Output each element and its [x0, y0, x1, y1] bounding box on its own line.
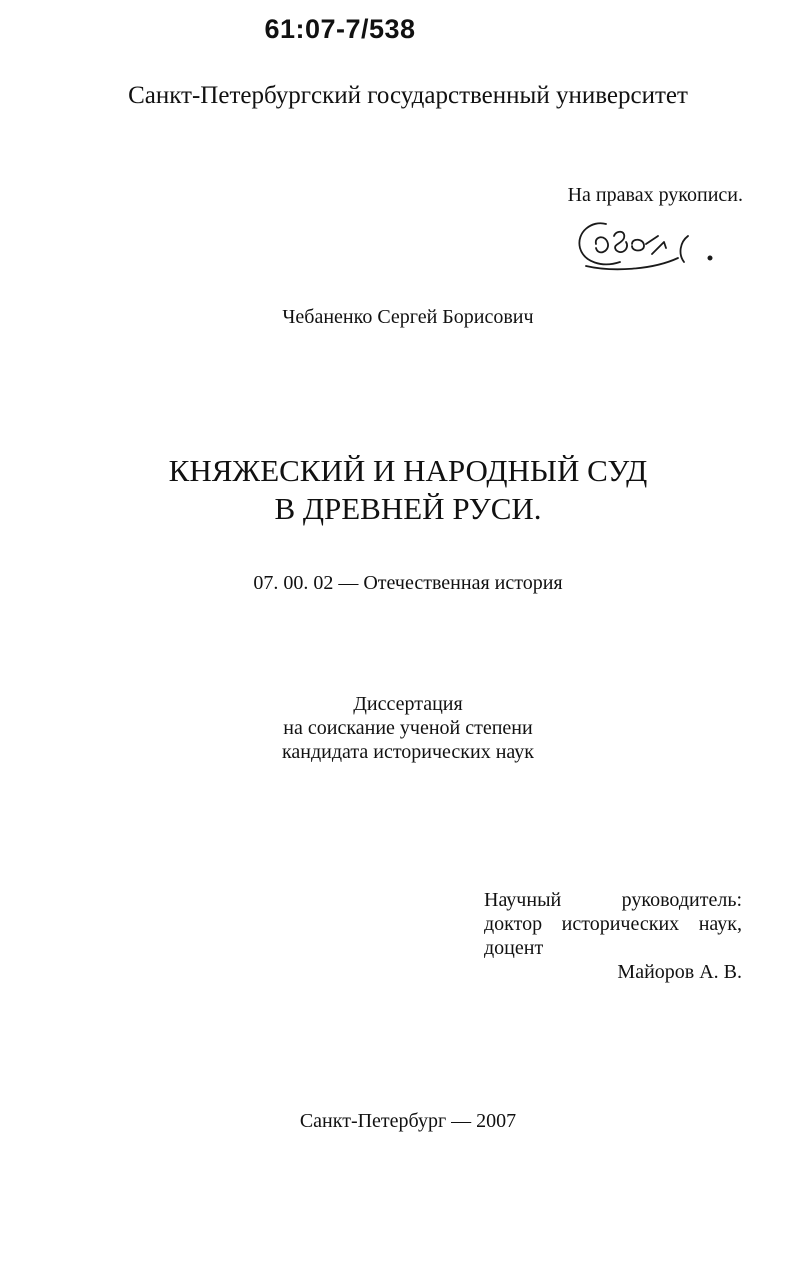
degree-line-2: на соискание ученой степени	[283, 717, 533, 739]
signature-letter-b	[614, 232, 627, 252]
university-name: Санкт-Петербургский государственный университет	[128, 82, 688, 109]
degree-line-1: Диссертация	[353, 693, 463, 715]
signature-letter-o	[596, 237, 608, 252]
dissertation-title	[0, 452, 799, 528]
supervisor-degree-word: доктор	[484, 913, 543, 935]
supervisor-label-word: Научный	[484, 889, 562, 911]
supervisor-label-row	[484, 888, 742, 912]
author-name: Чебаненко Сергей Борисович	[282, 306, 534, 328]
supervisor-rank: доцент	[484, 937, 544, 959]
signature-loop	[579, 223, 620, 264]
city-year: Санкт-Петербург — 2007	[299, 1110, 517, 1132]
handwritten-signature	[572, 214, 722, 274]
degree-line-3: кандидата исторических наук	[281, 741, 535, 763]
supervisor-degree-word: исторических	[561, 913, 680, 935]
signature-letter-o2	[632, 240, 644, 251]
title-line-2: В ДРЕВНЕЙ РУСИ.	[274, 491, 542, 526]
manuscript-note: На правах рукописи.	[567, 184, 743, 206]
degree-statement	[0, 692, 799, 764]
supervisor-label-word: руководитель:	[621, 889, 742, 911]
catalog-number: 61:07-7/538	[264, 14, 416, 44]
supervisor-block	[484, 888, 742, 984]
supervisor-name: Майоров А. В.	[617, 961, 742, 983]
signature-initial	[681, 236, 688, 262]
signature-dot	[708, 256, 711, 259]
specialty-code: 07. 00. 02 — Отечественная история	[253, 572, 563, 594]
title-line-1: КНЯЖЕСКИЙ И НАРОДНЫЙ СУД	[168, 453, 648, 488]
supervisor-degree-word: наук,	[698, 913, 742, 935]
supervisor-degree-row	[484, 912, 742, 936]
signature-tail	[646, 236, 666, 254]
